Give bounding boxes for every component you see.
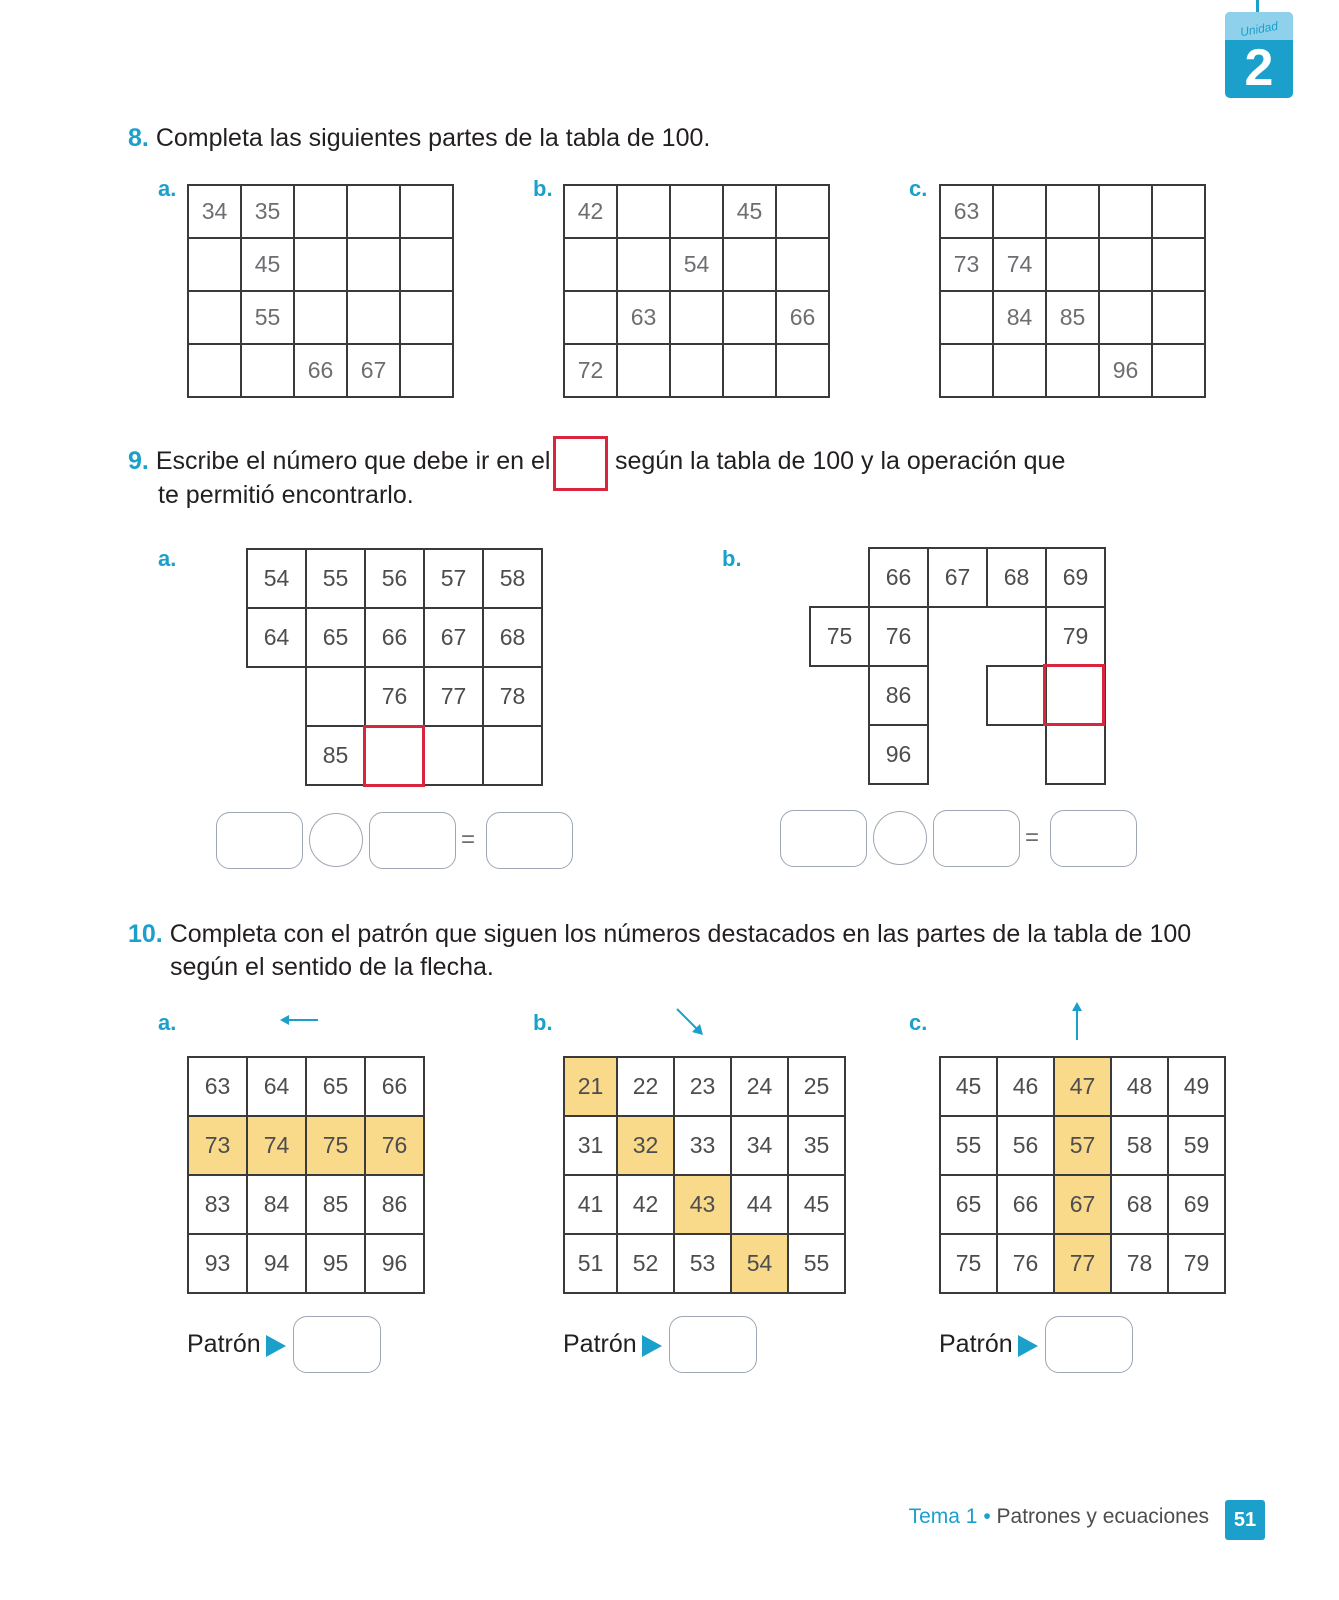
grid-cell xyxy=(247,667,306,726)
grid-cell-highlighted: 32 xyxy=(617,1116,674,1175)
ex8-label-a: a. xyxy=(158,176,177,201)
grid-cell[interactable] xyxy=(1046,725,1105,784)
grid-cell: 35 xyxy=(241,185,294,238)
grid-cell-highlighted: 77 xyxy=(1054,1234,1111,1293)
grid-cell: 52 xyxy=(617,1234,674,1293)
grid-cell[interactable] xyxy=(306,667,365,726)
grid-cell: 63 xyxy=(940,185,993,238)
play-icon xyxy=(1018,1335,1038,1357)
grid-cell: 31 xyxy=(564,1116,617,1175)
grid-cell[interactable] xyxy=(294,291,347,344)
ex8-grid-b xyxy=(563,184,830,398)
grid-cell: 64 xyxy=(247,1057,306,1116)
grid-cell: 72 xyxy=(564,344,617,397)
grid-cell[interactable] xyxy=(424,726,483,785)
grid-cell: 67 xyxy=(928,548,987,607)
footer-tema: Tema 1 xyxy=(908,1505,978,1528)
ex10-b-patron-box[interactable] xyxy=(669,1316,757,1373)
grid-cell[interactable] xyxy=(400,238,453,291)
grid-cell: 25 xyxy=(788,1057,845,1116)
exercise-9-text-1: Escribe el número que debe ir en el xyxy=(155,447,551,475)
red-box-symbol xyxy=(553,436,608,491)
grid-cell: 54 xyxy=(670,238,723,291)
ex10-grid-b xyxy=(563,1056,846,1294)
grid-cell: 83 xyxy=(188,1175,247,1234)
grid-cell: 75 xyxy=(810,607,869,666)
exercise-10-number: 10. xyxy=(128,920,163,948)
ex10-label-a: a. xyxy=(158,1010,177,1035)
ex9-a-operand-1-box[interactable] xyxy=(216,812,303,869)
grid-cell: 79 xyxy=(1168,1234,1225,1293)
ex8-label-c: c. xyxy=(909,176,928,201)
grid-cell[interactable] xyxy=(776,185,829,238)
grid-cell-highlighted: 74 xyxy=(247,1116,306,1175)
grid-cell[interactable] xyxy=(294,185,347,238)
grid-cell: 66 xyxy=(294,344,347,397)
grid-cell-highlighted: 21 xyxy=(564,1057,617,1116)
grid-cell: 57 xyxy=(424,549,483,608)
ex10-a-patron-label: Patrón xyxy=(187,1330,261,1358)
grid-cell: 51 xyxy=(564,1234,617,1293)
grid-cell: 22 xyxy=(617,1057,674,1116)
grid-cell: 45 xyxy=(940,1057,997,1116)
ex9-a-answer-cell[interactable] xyxy=(363,725,425,787)
grid-cell: 56 xyxy=(997,1116,1054,1175)
grid-cell: 68 xyxy=(987,548,1046,607)
grid-cell: 42 xyxy=(617,1175,674,1234)
grid-cell[interactable] xyxy=(188,238,241,291)
grid-cell-highlighted: 75 xyxy=(306,1116,365,1175)
grid-cell[interactable] xyxy=(1099,185,1152,238)
ex8-grid-a xyxy=(187,184,454,398)
grid-cell: 55 xyxy=(241,291,294,344)
grid-cell: 66 xyxy=(997,1175,1054,1234)
grid-cell[interactable] xyxy=(483,726,542,785)
grid-cell[interactable] xyxy=(347,291,400,344)
grid-cell[interactable] xyxy=(400,185,453,238)
grid-cell[interactable] xyxy=(987,666,1046,725)
grid-cell: 63 xyxy=(617,291,670,344)
ex9-b-result-box[interactable] xyxy=(1050,810,1137,867)
grid-cell: 54 xyxy=(247,549,306,608)
grid-cell: 41 xyxy=(564,1175,617,1234)
grid-cell: 55 xyxy=(788,1234,845,1293)
exercise-8-prompt xyxy=(128,122,710,155)
grid-cell: 67 xyxy=(424,608,483,667)
ex9-a-result-box[interactable] xyxy=(486,812,573,869)
grid-cell[interactable] xyxy=(723,344,776,397)
ex9-a-equals: = xyxy=(461,826,476,853)
grid-cell: 73 xyxy=(940,238,993,291)
grid-cell[interactable] xyxy=(347,185,400,238)
grid-cell[interactable] xyxy=(776,238,829,291)
exercise-10-prompt xyxy=(128,918,1191,951)
grid-cell: 49 xyxy=(1168,1057,1225,1116)
ex10-a-patron-box[interactable] xyxy=(293,1316,381,1373)
grid-cell: 74 xyxy=(993,238,1046,291)
ex10-c-patron-box[interactable] xyxy=(1045,1316,1133,1373)
grid-cell xyxy=(928,666,987,725)
grid-cell: 78 xyxy=(1111,1234,1168,1293)
grid-cell: 33 xyxy=(674,1116,731,1175)
grid-cell[interactable] xyxy=(723,238,776,291)
page-number: 51 xyxy=(1225,1500,1265,1540)
grid-cell xyxy=(810,666,869,725)
exercise-10-text-1: Completa con el patrón que siguen los números destacados en las partes de la tabla de 100 xyxy=(169,920,1192,948)
exercise-9-text-3: te permitió encontrarlo. xyxy=(158,481,414,509)
ex10-label-b: b. xyxy=(533,1010,553,1035)
grid-cell[interactable] xyxy=(617,238,670,291)
ex9-label-a: a. xyxy=(158,546,177,571)
grid-cell xyxy=(810,725,869,784)
grid-cell: 67 xyxy=(347,344,400,397)
play-icon xyxy=(266,1335,286,1357)
grid-cell-highlighted: 76 xyxy=(365,1116,424,1175)
grid-cell[interactable] xyxy=(940,291,993,344)
unit-label: Unidad xyxy=(1239,18,1279,40)
grid-cell-highlighted: 57 xyxy=(1054,1116,1111,1175)
exercise-9-text-2: según la tabla de 100 y la operación que xyxy=(615,447,1066,475)
grid-cell: 85 xyxy=(1046,291,1099,344)
grid-cell: 45 xyxy=(723,185,776,238)
grid-cell: 84 xyxy=(993,291,1046,344)
grid-cell: 45 xyxy=(241,238,294,291)
grid-cell: 58 xyxy=(1111,1116,1168,1175)
ex10-grid-c xyxy=(939,1056,1226,1294)
grid-cell[interactable] xyxy=(188,291,241,344)
ex9-b-operand-1-box[interactable] xyxy=(780,810,867,867)
exercise-9-number: 9. xyxy=(128,447,149,475)
grid-cell: 55 xyxy=(940,1116,997,1175)
grid-cell: 65 xyxy=(306,1057,365,1116)
grid-cell: 56 xyxy=(365,549,424,608)
ex9-b-answer-cell[interactable] xyxy=(1043,664,1105,726)
grid-cell: 66 xyxy=(365,608,424,667)
ex8-grid-c xyxy=(939,184,1206,398)
grid-cell xyxy=(247,726,306,785)
grid-cell: 79 xyxy=(1046,607,1105,666)
grid-cell xyxy=(928,607,987,666)
grid-cell: 68 xyxy=(483,608,542,667)
grid-cell: 59 xyxy=(1168,1116,1225,1175)
grid-cell: 95 xyxy=(306,1234,365,1293)
grid-cell: 96 xyxy=(1099,344,1152,397)
ex10-b-patron-label: Patrón xyxy=(563,1330,637,1358)
grid-cell[interactable] xyxy=(1152,344,1205,397)
unit-tab xyxy=(1225,12,1293,98)
unit-number: 2 xyxy=(1244,39,1274,97)
ex9-b-operator-circle[interactable] xyxy=(873,811,927,865)
exercise-10-text-2: según el sentido de la flecha. xyxy=(170,953,494,981)
left-arrow-icon xyxy=(280,1013,320,1027)
grid-cell: 24 xyxy=(731,1057,788,1116)
grid-cell[interactable] xyxy=(1046,344,1099,397)
grid-cell xyxy=(810,548,869,607)
grid-cell[interactable] xyxy=(940,344,993,397)
grid-cell: 86 xyxy=(869,666,928,725)
ex10-grid-a xyxy=(187,1056,425,1294)
play-icon xyxy=(642,1335,662,1357)
grid-cell: 76 xyxy=(997,1234,1054,1293)
exercise-8-text: Completa las siguientes partes de la tabla de 100. xyxy=(155,124,711,152)
grid-cell: 65 xyxy=(940,1175,997,1234)
grid-cell[interactable] xyxy=(617,344,670,397)
grid-cell: 76 xyxy=(869,607,928,666)
grid-cell: 68 xyxy=(1111,1175,1168,1234)
footer-separator: • xyxy=(983,1505,991,1528)
grid-cell: 58 xyxy=(483,549,542,608)
grid-cell-highlighted: 43 xyxy=(674,1175,731,1234)
grid-cell: 55 xyxy=(306,549,365,608)
grid-cell: 34 xyxy=(731,1116,788,1175)
grid-cell[interactable] xyxy=(670,344,723,397)
grid-cell: 66 xyxy=(776,291,829,344)
ex9-a-operator-circle[interactable] xyxy=(309,813,363,867)
grid-cell[interactable] xyxy=(1099,291,1152,344)
grid-cell: 34 xyxy=(188,185,241,238)
grid-cell[interactable] xyxy=(1046,238,1099,291)
grid-cell: 66 xyxy=(365,1057,424,1116)
grid-cell: 45 xyxy=(788,1175,845,1234)
grid-cell: 48 xyxy=(1111,1057,1168,1116)
grid-cell: 84 xyxy=(247,1175,306,1234)
grid-cell: 75 xyxy=(940,1234,997,1293)
grid-cell: 69 xyxy=(1046,548,1105,607)
grid-cell[interactable] xyxy=(1152,185,1205,238)
grid-cell xyxy=(987,607,1046,666)
grid-cell[interactable] xyxy=(564,291,617,344)
grid-cell[interactable] xyxy=(400,291,453,344)
grid-cell-highlighted: 73 xyxy=(188,1116,247,1175)
exercise-9-prompt xyxy=(128,445,551,478)
grid-cell: 53 xyxy=(674,1234,731,1293)
footer xyxy=(909,1505,1209,1529)
grid-cell[interactable] xyxy=(1099,238,1152,291)
grid-cell: 78 xyxy=(483,667,542,726)
grid-cell: 65 xyxy=(306,608,365,667)
grid-cell[interactable] xyxy=(723,291,776,344)
ex9-b-operand-2-box[interactable] xyxy=(933,810,1020,867)
ex9-a-operand-2-box[interactable] xyxy=(369,812,456,869)
grid-cell: 23 xyxy=(674,1057,731,1116)
grid-cell: 93 xyxy=(188,1234,247,1293)
grid-cell xyxy=(928,725,987,784)
grid-cell: 42 xyxy=(564,185,617,238)
grid-cell[interactable] xyxy=(1152,291,1205,344)
grid-cell[interactable] xyxy=(1152,238,1205,291)
grid-cell[interactable] xyxy=(670,185,723,238)
grid-cell[interactable] xyxy=(564,238,617,291)
ex9-label-b: b. xyxy=(722,546,742,571)
footer-title: Patrones y ecuaciones xyxy=(996,1505,1209,1528)
down-right-arrow-icon xyxy=(675,1007,705,1037)
grid-cell[interactable] xyxy=(993,185,1046,238)
ex10-c-patron-label: Patrón xyxy=(939,1330,1013,1358)
grid-cell: 96 xyxy=(365,1234,424,1293)
grid-cell: 63 xyxy=(188,1057,247,1116)
ex8-label-b: b. xyxy=(533,176,553,201)
grid-cell: 69 xyxy=(1168,1175,1225,1234)
grid-cell[interactable] xyxy=(670,291,723,344)
grid-cell: 85 xyxy=(306,726,365,785)
grid-cell[interactable] xyxy=(400,344,453,397)
grid-cell[interactable] xyxy=(776,344,829,397)
grid-cell xyxy=(987,725,1046,784)
grid-cell[interactable] xyxy=(1046,185,1099,238)
grid-cell: 64 xyxy=(247,608,306,667)
grid-cell-highlighted: 54 xyxy=(731,1234,788,1293)
grid-cell-highlighted: 67 xyxy=(1054,1175,1111,1234)
ex9-b-equals: = xyxy=(1025,824,1040,851)
grid-cell-highlighted: 47 xyxy=(1054,1057,1111,1116)
grid-cell: 85 xyxy=(306,1175,365,1234)
grid-cell[interactable] xyxy=(294,238,347,291)
grid-cell: 77 xyxy=(424,667,483,726)
grid-cell: 76 xyxy=(365,667,424,726)
grid-cell: 46 xyxy=(997,1057,1054,1116)
grid-cell: 96 xyxy=(869,725,928,784)
exercise-8-number: 8. xyxy=(128,124,149,152)
grid-cell[interactable] xyxy=(347,238,400,291)
grid-cell: 35 xyxy=(788,1116,845,1175)
grid-cell: 86 xyxy=(365,1175,424,1234)
up-arrow-icon xyxy=(1070,1002,1084,1042)
grid-cell: 66 xyxy=(869,548,928,607)
ex10-label-c: c. xyxy=(909,1010,928,1035)
grid-cell[interactable] xyxy=(617,185,670,238)
grid-cell: 44 xyxy=(731,1175,788,1234)
grid-cell[interactable] xyxy=(188,344,241,397)
grid-cell[interactable] xyxy=(241,344,294,397)
grid-cell[interactable] xyxy=(993,344,1046,397)
grid-cell: 94 xyxy=(247,1234,306,1293)
